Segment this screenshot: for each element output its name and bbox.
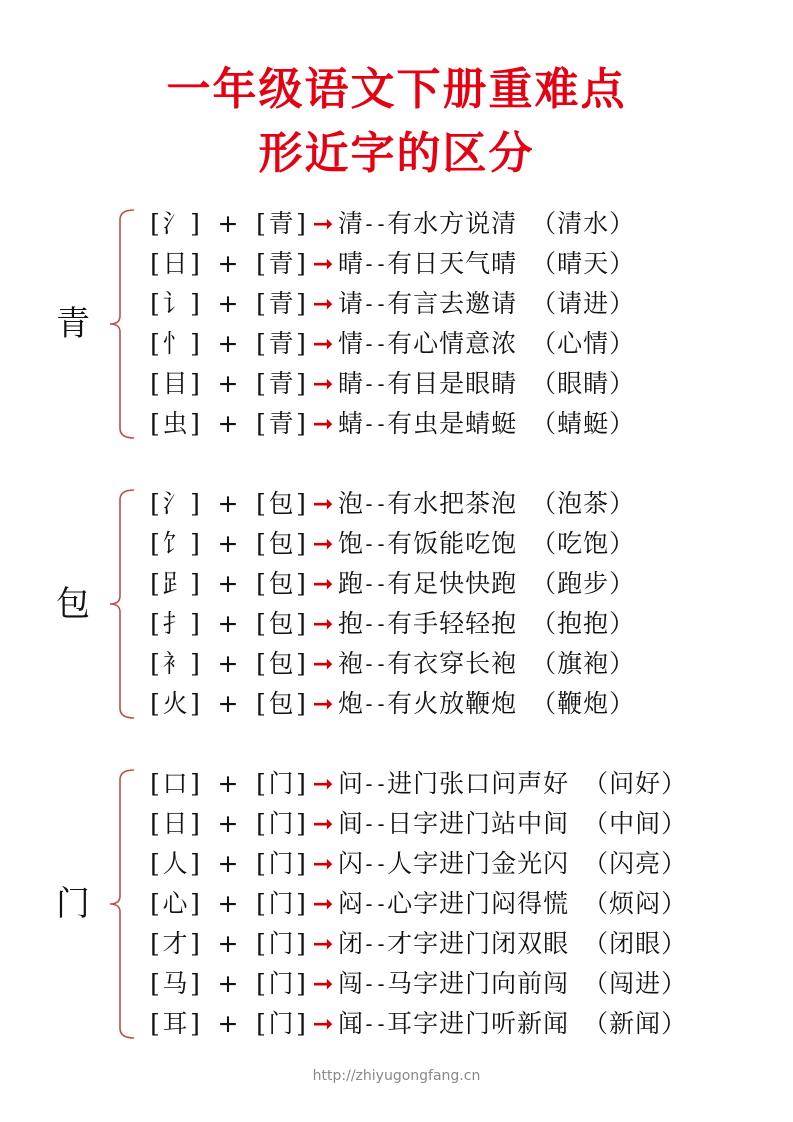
list-item	[148, 364, 635, 404]
base-char: 包	[268, 569, 294, 598]
dash: --	[363, 852, 388, 876]
left-bracket: [	[150, 849, 160, 878]
left-bracket: [	[150, 929, 160, 958]
arrow-icon: ➞	[312, 649, 334, 678]
example-word: （烦闷）	[583, 889, 688, 918]
left-bracket: [	[150, 369, 160, 398]
plus-sign: +	[217, 249, 239, 278]
result-char: 蜻	[338, 409, 364, 438]
dash: --	[363, 492, 388, 516]
brace-bracket	[106, 484, 146, 724]
rows-list	[148, 204, 635, 444]
right-bracket: ]	[190, 889, 200, 918]
arrow-icon: ➞	[312, 769, 334, 798]
left-bracket: [	[150, 609, 160, 638]
left-bracket: [	[150, 489, 160, 518]
left-bracket: [	[150, 769, 160, 798]
plus-sign: +	[217, 689, 239, 718]
base-char: 门	[268, 849, 294, 878]
result-char: 抱	[338, 609, 364, 638]
dash: --	[363, 932, 388, 956]
mnemonic-phrase: 有虫是蜻蜓	[387, 409, 518, 438]
mnemonic-phrase: 有手轻轻抱	[387, 609, 518, 638]
left-bracket: [	[150, 329, 160, 358]
mnemonic-phrase: 马字进门向前闯	[387, 969, 570, 998]
list-item	[148, 924, 687, 964]
left-bracket: [	[150, 649, 160, 678]
right-bracket: ]	[296, 769, 306, 798]
mnemonic-phrase: 有水方说清	[387, 209, 518, 238]
page-title-line1: 一年级语文下册重难点	[166, 64, 627, 115]
left-bracket: [	[256, 969, 266, 998]
dash: --	[363, 532, 388, 556]
group-char: 门	[56, 884, 90, 924]
example-word: （请进）	[531, 289, 636, 318]
plus-sign: +	[217, 409, 239, 438]
radical: 氵	[162, 209, 188, 238]
result-char: 睛	[338, 369, 364, 398]
right-bracket: ]	[296, 569, 306, 598]
list-item	[148, 884, 687, 924]
radical: 目	[162, 369, 188, 398]
dash: --	[363, 772, 388, 796]
base-char: 包	[268, 689, 294, 718]
list-item	[148, 324, 635, 364]
base-char: 包	[268, 489, 294, 518]
footer-url[interactable]: http://zhiyugongfang.cn	[312, 1068, 481, 1084]
left-bracket: [	[150, 689, 160, 718]
left-bracket: [	[150, 409, 160, 438]
plus-sign: +	[217, 489, 239, 518]
mnemonic-phrase: 有足快快跑	[387, 569, 518, 598]
dash: --	[363, 572, 388, 596]
right-bracket: ]	[190, 489, 200, 518]
result-char: 闪	[338, 849, 364, 878]
dash: --	[363, 1012, 388, 1036]
left-bracket: [	[256, 809, 266, 838]
left-bracket: [	[150, 529, 160, 558]
mnemonic-phrase: 有目是眼睛	[387, 369, 518, 398]
base-char: 门	[268, 1009, 294, 1038]
base-char: 青	[268, 369, 294, 398]
right-bracket: ]	[190, 209, 200, 238]
result-char: 问	[338, 769, 364, 798]
dash: --	[363, 412, 388, 436]
arrow-icon: ➞	[312, 569, 334, 598]
plus-sign: +	[217, 969, 239, 998]
example-word: （新闻）	[583, 1009, 688, 1038]
result-char: 袍	[338, 649, 364, 678]
right-bracket: ]	[190, 329, 200, 358]
arrow-icon: ➞	[312, 329, 334, 358]
base-char: 门	[268, 969, 294, 998]
mnemonic-phrase: 有火放鞭炮	[387, 689, 518, 718]
mnemonic-phrase: 日字进门站中间	[387, 809, 570, 838]
result-char: 情	[338, 329, 364, 358]
right-bracket: ]	[296, 849, 306, 878]
arrow-icon: ➞	[312, 929, 334, 958]
list-item	[148, 644, 635, 684]
plus-sign: +	[217, 289, 239, 318]
left-bracket: [	[256, 569, 266, 598]
left-bracket: [	[256, 849, 266, 878]
radical: 日	[162, 809, 188, 838]
right-bracket: ]	[190, 289, 200, 318]
plus-sign: +	[217, 889, 239, 918]
example-word: （抱抱）	[531, 609, 636, 638]
example-word: （晴天）	[531, 249, 636, 278]
right-bracket: ]	[296, 889, 306, 918]
left-bracket: [	[256, 529, 266, 558]
base-char: 青	[268, 209, 294, 238]
right-bracket: ]	[190, 409, 200, 438]
right-bracket: ]	[296, 529, 306, 558]
plus-sign: +	[217, 929, 239, 958]
radical: 耳	[162, 1009, 188, 1038]
plus-sign: +	[217, 609, 239, 638]
arrow-icon: ➞	[312, 1009, 334, 1038]
dash: --	[363, 612, 388, 636]
list-item	[148, 244, 635, 284]
arrow-icon: ➞	[312, 609, 334, 638]
left-bracket: [	[150, 889, 160, 918]
right-bracket: ]	[296, 809, 306, 838]
right-bracket: ]	[190, 569, 200, 598]
list-item	[148, 764, 687, 804]
base-char: 门	[268, 929, 294, 958]
left-bracket: [	[150, 209, 160, 238]
left-bracket: [	[256, 369, 266, 398]
rows-list	[148, 484, 635, 724]
rows-list	[148, 764, 687, 1044]
radical: 心	[162, 889, 188, 918]
right-bracket: ]	[190, 1009, 200, 1038]
left-bracket: [	[150, 969, 160, 998]
result-char: 闻	[338, 1009, 364, 1038]
brace-bracket	[106, 764, 146, 1044]
arrow-icon: ➞	[312, 969, 334, 998]
mnemonic-phrase: 人字进门金光闪	[387, 849, 570, 878]
plus-sign: +	[217, 809, 239, 838]
list-item	[148, 604, 635, 644]
list-item	[148, 1004, 687, 1044]
radical: 氵	[162, 489, 188, 518]
example-word: （闪亮）	[583, 849, 688, 878]
right-bracket: ]	[190, 609, 200, 638]
radical: 衤	[162, 649, 188, 678]
left-bracket: [	[256, 289, 266, 318]
mnemonic-phrase: 有水把茶泡	[387, 489, 518, 518]
result-char: 饱	[338, 529, 364, 558]
base-char: 青	[268, 289, 294, 318]
group-char: 包	[56, 584, 90, 624]
right-bracket: ]	[296, 969, 306, 998]
list-item	[148, 684, 635, 724]
mnemonic-phrase: 有衣穿长袍	[387, 649, 518, 678]
base-char: 包	[268, 609, 294, 638]
right-bracket: ]	[296, 409, 306, 438]
arrow-icon: ➞	[312, 289, 334, 318]
result-char: 晴	[338, 249, 364, 278]
dash: --	[363, 892, 388, 916]
base-char: 青	[268, 329, 294, 358]
example-word: （鞭炮）	[531, 689, 636, 718]
left-bracket: [	[150, 1009, 160, 1038]
right-bracket: ]	[296, 649, 306, 678]
arrow-icon: ➞	[312, 889, 334, 918]
arrow-icon: ➞	[312, 489, 334, 518]
left-bracket: [	[256, 249, 266, 278]
result-char: 清	[338, 209, 364, 238]
base-char: 门	[268, 889, 294, 918]
example-word: （中间）	[583, 809, 688, 838]
right-bracket: ]	[190, 929, 200, 958]
left-bracket: [	[256, 1009, 266, 1038]
right-bracket: ]	[190, 809, 200, 838]
left-bracket: [	[256, 929, 266, 958]
example-word: （旗袍）	[531, 649, 636, 678]
radical: 火	[162, 689, 188, 718]
plus-sign: +	[217, 369, 239, 398]
brace-bracket	[106, 204, 146, 444]
left-bracket: [	[256, 889, 266, 918]
left-bracket: [	[256, 689, 266, 718]
left-bracket: [	[256, 609, 266, 638]
radical: 日	[162, 249, 188, 278]
base-char: 青	[268, 409, 294, 438]
arrow-icon: ➞	[312, 409, 334, 438]
right-bracket: ]	[190, 849, 200, 878]
plus-sign: +	[217, 569, 239, 598]
dash: --	[363, 812, 388, 836]
right-bracket: ]	[190, 649, 200, 678]
dash: --	[363, 252, 388, 276]
example-word: （蜻蜓）	[531, 409, 636, 438]
right-bracket: ]	[190, 369, 200, 398]
example-word: （眼睛）	[531, 369, 636, 398]
right-bracket: ]	[296, 689, 306, 718]
list-item	[148, 804, 687, 844]
dash: --	[363, 972, 388, 996]
mnemonic-phrase: 心字进门闷得慌	[387, 889, 570, 918]
right-bracket: ]	[296, 289, 306, 318]
right-bracket: ]	[296, 209, 306, 238]
arrow-icon: ➞	[312, 209, 334, 238]
arrow-icon: ➞	[312, 849, 334, 878]
base-char: 门	[268, 809, 294, 838]
plus-sign: +	[217, 329, 239, 358]
mnemonic-phrase: 有心情意浓	[387, 329, 518, 358]
list-item	[148, 964, 687, 1004]
right-bracket: ]	[190, 689, 200, 718]
base-char: 包	[268, 649, 294, 678]
list-item	[148, 484, 635, 524]
example-word: （问好）	[583, 769, 688, 798]
right-bracket: ]	[296, 369, 306, 398]
left-bracket: [	[256, 769, 266, 798]
radical: 忄	[162, 329, 188, 358]
radical: 饣	[162, 529, 188, 558]
left-bracket: [	[256, 489, 266, 518]
right-bracket: ]	[296, 489, 306, 518]
base-char: 青	[268, 249, 294, 278]
plus-sign: +	[217, 649, 239, 678]
radical: 虫	[162, 409, 188, 438]
left-bracket: [	[256, 649, 266, 678]
plus-sign: +	[217, 529, 239, 558]
arrow-icon: ➞	[312, 529, 334, 558]
list-item	[148, 564, 635, 604]
plus-sign: +	[217, 769, 239, 798]
list-item	[148, 404, 635, 444]
right-bracket: ]	[190, 969, 200, 998]
radical: 人	[162, 849, 188, 878]
right-bracket: ]	[296, 1009, 306, 1038]
left-bracket: [	[256, 409, 266, 438]
right-bracket: ]	[296, 249, 306, 278]
dash: --	[363, 372, 388, 396]
radical: 马	[162, 969, 188, 998]
list-item	[148, 524, 635, 564]
left-bracket: [	[150, 569, 160, 598]
dash: --	[363, 332, 388, 356]
page-title-line2: 形近字的区分	[258, 128, 535, 179]
result-char: 请	[338, 289, 364, 318]
mnemonic-phrase: 有饭能吃饱	[387, 529, 518, 558]
left-bracket: [	[150, 289, 160, 318]
dash: --	[363, 212, 388, 236]
result-char: 炮	[338, 689, 364, 718]
mnemonic-phrase: 有日天气晴	[387, 249, 518, 278]
arrow-icon: ➞	[312, 249, 334, 278]
right-bracket: ]	[296, 609, 306, 638]
right-bracket: ]	[190, 769, 200, 798]
left-bracket: [	[256, 329, 266, 358]
example-word: （心情）	[531, 329, 636, 358]
result-char: 泡	[338, 489, 364, 518]
group-char: 青	[56, 304, 90, 344]
base-char: 包	[268, 529, 294, 558]
right-bracket: ]	[296, 929, 306, 958]
left-bracket: [	[150, 249, 160, 278]
mnemonic-phrase: 耳字进门听新闻	[387, 1009, 570, 1038]
result-char: 闷	[338, 889, 364, 918]
mnemonic-phrase: 有言去邀请	[387, 289, 518, 318]
arrow-icon: ➞	[312, 689, 334, 718]
result-char: 闯	[338, 969, 364, 998]
result-char: 跑	[338, 569, 364, 598]
list-item	[148, 284, 635, 324]
plus-sign: +	[217, 849, 239, 878]
radical: 𧾷	[162, 569, 188, 598]
right-bracket: ]	[190, 529, 200, 558]
example-word: （泡茶）	[531, 489, 636, 518]
left-bracket: [	[256, 209, 266, 238]
result-char: 闭	[338, 929, 364, 958]
radical: 口	[162, 769, 188, 798]
dash: --	[363, 292, 388, 316]
arrow-icon: ➞	[312, 369, 334, 398]
dash: --	[363, 652, 388, 676]
example-word: （跑步）	[531, 569, 636, 598]
radical: 扌	[162, 609, 188, 638]
arrow-icon: ➞	[312, 809, 334, 838]
example-word: （闯进）	[583, 969, 688, 998]
radical: 才	[162, 929, 188, 958]
plus-sign: +	[217, 1009, 239, 1038]
list-item	[148, 204, 635, 244]
example-word: （清水）	[531, 209, 636, 238]
base-char: 门	[268, 769, 294, 798]
example-word: （吃饱）	[531, 529, 636, 558]
right-bracket: ]	[296, 329, 306, 358]
dash: --	[363, 692, 388, 716]
left-bracket: [	[150, 809, 160, 838]
mnemonic-phrase: 进门张口问声好	[387, 769, 570, 798]
mnemonic-phrase: 才字进门闭双眼	[387, 929, 570, 958]
radical: 讠	[162, 289, 188, 318]
plus-sign: +	[217, 209, 239, 238]
right-bracket: ]	[190, 249, 200, 278]
example-word: （闭眼）	[583, 929, 688, 958]
result-char: 间	[338, 809, 364, 838]
list-item	[148, 844, 687, 884]
